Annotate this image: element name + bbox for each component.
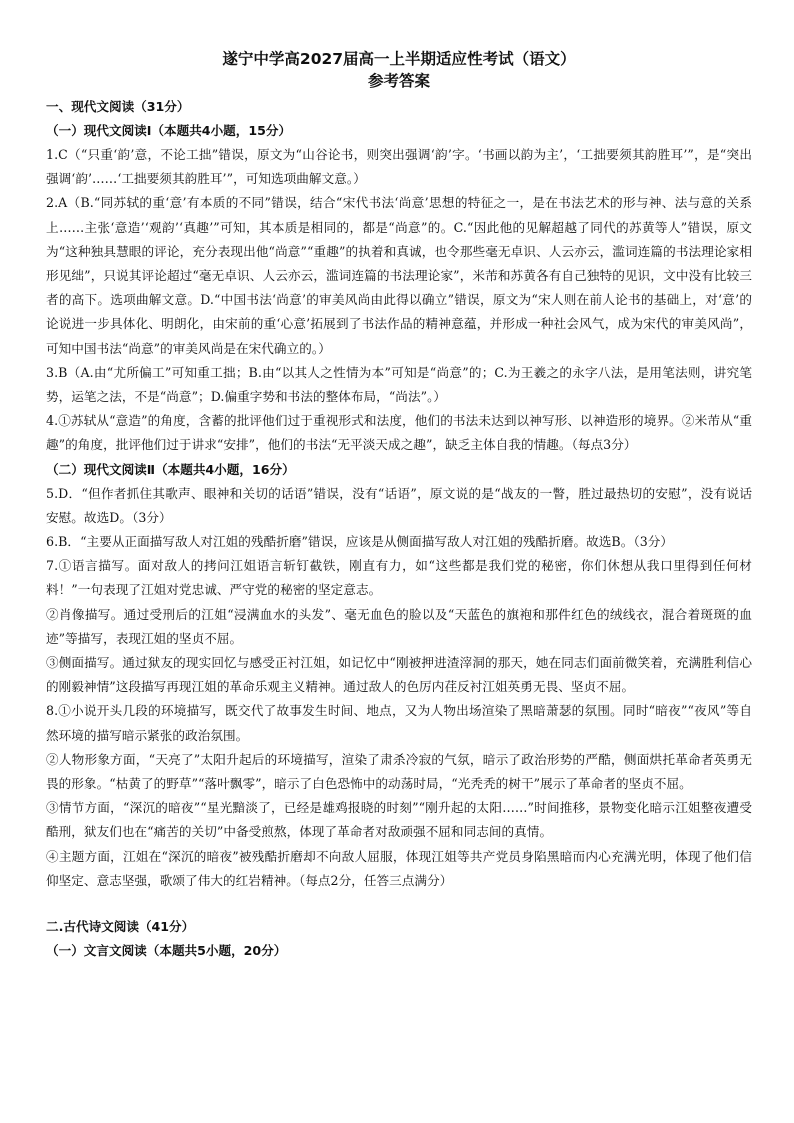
section-heading-classical-reading: 二.古代诗文阅读（41分） (46, 919, 195, 935)
answer-item-7-point-1: 7.①语言描写。面对敌人的拷问江姐语言斩钉截铁，刚直有力，如“这些都是我们党的秘密，你们休想从我口里得到任何材料！”一句表现了江姐对党忠诚、严守党的秘密的坚定意志。 (46, 558, 752, 598)
section-spacer (46, 893, 752, 915)
answer-item-6: 6.B．“主要从正面描写敌人对江姐的残酷折磨”错误，应该是从侧面描写敌人对江姐的残酷折磨。故选B。（3分） (46, 534, 674, 550)
subsection-heading-reading-1: （一）现代文阅读Ⅰ（本题共4小题，15分） (46, 123, 292, 138)
document-title: 遂宁中学高2027届高一上半期适应性考试（语文） (222, 50, 576, 68)
answer-item-4: 4.①苏轼从“意造”的角度，含蓄的批评他们过于重视形式和法度，他们的书法未达到以神写形、以神造形的境界。②米芾从“重趣”的角度，批评他们过于讲求“安排”，他们的书法“无平淡天成之趣”，缺乏主体自我的情趣。（每点3分） (46, 413, 752, 453)
answer-item-1: 1.C（“只重‘韵’意，不论工拙”错误，原文为“山谷论书，则突出强调‘韵’字。‘书画以韵为主’，‘工拙要须其韵胜耳’”，是“突出强调‘韵’……‘工拙要须其韵胜耳’”，可知选项曲解文意。） (46, 147, 752, 187)
answer-item-8-point-2: ②人物形象方面，“天亮了”太阳升起后的环境描写，渲染了肃杀冷寂的气氛，暗示了政治形势的严酷，侧面烘托革命者英勇无畏的形象。“枯黄了的野草”“落叶飘零”，暗示了白色恐怖中的动荡时局，“光秃秃的树干”展示了革命者的坚贞不屈。 (46, 751, 752, 792)
answer-item-7-point-2: ②肖像描写。通过受刑后的江姐“浸满血水的头发”、毫无血色的脸以及“天蓝色的旗袍和那件红色的绒线衣，混合着斑斑的血迹”等描写，表现江姐的坚贞不屈。 (46, 606, 752, 646)
answer-item-8-point-1: 8.①小说开头几段的环境描写，既交代了故事发生时间、地点，又为人物出场渲染了黑暗萧瑟的氛围。同时“暗夜”“夜风”等自然环境的描写暗示紧张的政治氛围。 (46, 703, 752, 743)
document-subtitle: 参考答案 (367, 72, 430, 90)
answer-item-3: 3.B（A.由“尤所偏工”可知重工拙；B.由“以其人之性情为本”可知是“尚意”的；C.为王羲之的永字八法，是用笔法则，讲究笔势，运笔之法，不是“尚意”；D.偏重字势和书法的整体布局，“尚法”。） (46, 364, 752, 405)
answer-item-5: 5.D．“但作者抓住其歌声、眼神和关切的话语”错误，没有“话语”，原文说的是“战友的一瞥，胜过最热切的安慰”，没有说话安慰。故选D。（3分） (46, 485, 752, 525)
answer-sheet-page (46, 48, 752, 963)
answer-item-8-point-3: ③情节方面，“深沉的暗夜”“星光黯淡了，已经是雄鸡报晓的时刻”“刚升起的太阳……”时间推移，景物变化暗示江姐整夜遭受酷刑，狱友们也在“痛苦的关切”中备受煎熬，体现了革命者对敌顽强不屈和同志间的真情。 (46, 800, 752, 840)
subsection-heading-classical-prose: （一）文言文阅读（本题共5小题，20分） (46, 943, 287, 959)
section-heading-modern-reading: 一、现代文阅读（31分） (46, 99, 190, 114)
answer-item-7-point-3: ③侧面描写。通过狱友的现实回忆与感受正衬江姐，如记忆中“刚被押进渣滓洞的那天，她在同志们面前微笑着，充满胜利信心的刚毅神情”这段描写再现江姐的革命乐观主义精神。通过敌人的色厉内荏反衬江姐英勇无畏、坚贞不屈。 (46, 655, 752, 695)
answer-item-8-point-4: ④主题方面，江姐在“深沉的暗夜”被残酷折磨却不向敌人屈服，体现江姐等共产党员身陷黑暗而内心充满光明，体现了他们信仰坚定、意志坚强，歌颂了伟大的红岩精神。（每点2分，任答三点满分） (46, 848, 752, 888)
answer-item-2: 2.A（B.“同苏轼的重‘意’有本质的不同”错误，结合“宋代书法‘尚意’思想的特征之一，是在书法艺术的形与神、法与意的关系上……主张‘意造’‘观韵’‘真趣’”可知，其本质是相同的，都是“尚意”的。C.“因此他的见解超越了同代的苏黄等人”错误，原文为“这种独具慧眼的评论，充分表现出他“尚意”“重趣”的执着和真诚，也令那些毫无卓识、人云亦云，滥词连篇的书法理论家相形见绌”，只说其评论超过“毫无卓识、人云亦云，滥词连篇的书法理论家”，米芾和苏黄各有自己独特的见识，文中没有比较三者的高下。选项曲解文意。D.“中国书法‘尚意’的审美风尚由此得以确立”错误，原文为“宋人则在前人论书的基础上，对‘意’的论说进一步具体化、明朗化，由宋前的重‘心意’拓展到了书法作品的精神意蕴，并形成一种社会风气，成为宋代的审美风尚”，可知中国书法“尚意”的审美风尚是在宋代确立的。） (46, 195, 752, 356)
subsection-heading-reading-2: （二）现代文阅读Ⅱ（本题共4小题，16分） (46, 461, 295, 477)
